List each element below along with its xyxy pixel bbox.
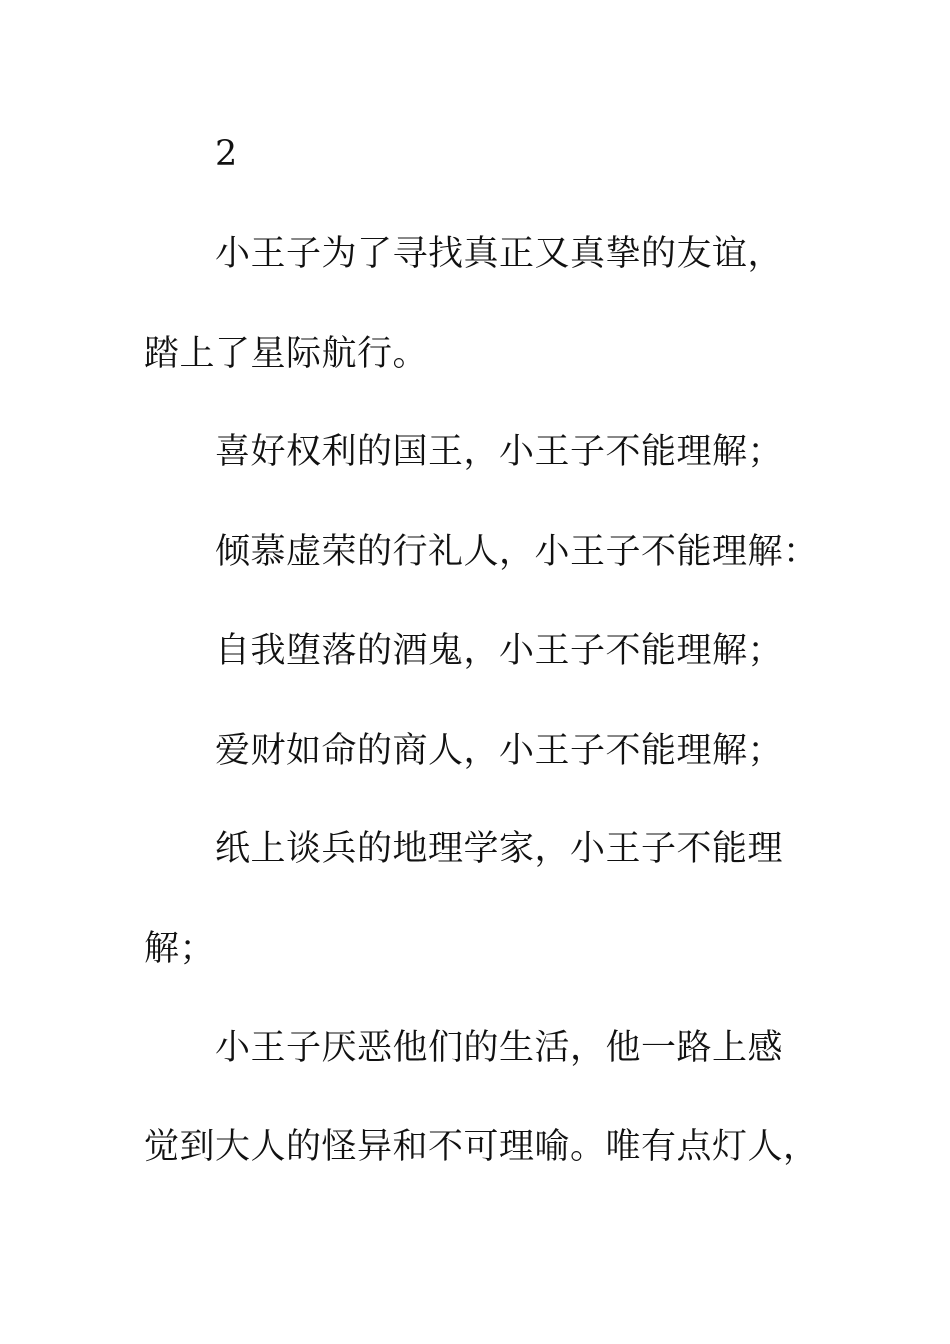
text-line-2: 踏上了星际航行。 <box>144 334 429 374</box>
text-line-6: 爱财如命的商人，小王子不能理解； <box>215 731 784 771</box>
text-line-5: 自我堕落的酒鬼，小王子不能理解； <box>215 631 784 671</box>
page-number: 2 <box>215 134 238 174</box>
text-line-10: 觉到大人的怪异和不可理喻。唯有点灯人， <box>144 1127 819 1167</box>
text-line-8: 解； <box>144 929 216 969</box>
text-line-4: 倾慕虚荣的行礼人，小王子不能理解： <box>215 532 819 572</box>
text-line-1: 小王子为了寻找真正又真挚的友谊， <box>215 234 784 274</box>
text-line-7: 纸上谈兵的地理学家，小王子不能理 <box>215 829 784 869</box>
text-line-9: 小王子厌恶他们的生活，他一路上感 <box>215 1028 784 1068</box>
text-line-3: 喜好权利的国王，小王子不能理解； <box>215 432 784 472</box>
